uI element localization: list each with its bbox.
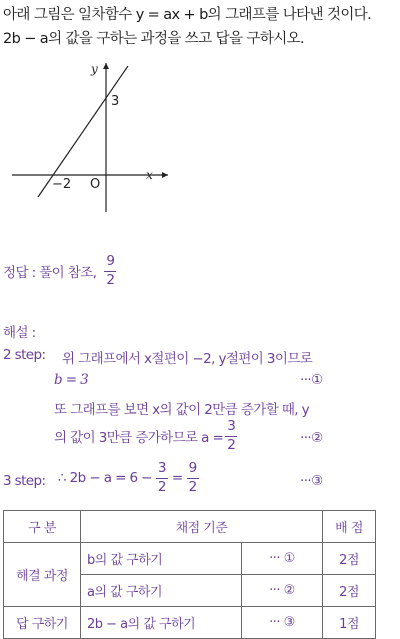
answer-fraction-numerator: 9 [104, 255, 116, 272]
scoring-rubric-table [3, 510, 376, 639]
step3-result-numerator: 9 [187, 462, 199, 479]
rubric-points: 2점 [323, 543, 376, 575]
table-row [4, 543, 376, 575]
a-fraction-denominator: 2 [227, 436, 236, 453]
answer-fraction-denominator: 2 [106, 271, 115, 288]
step2-b-value: b = 3 [54, 372, 89, 388]
rubric-points: 2점 [323, 575, 376, 607]
step2-label: 2 step: [3, 347, 46, 363]
rubric-section-answer: 답 구하기 [4, 607, 81, 639]
step3-result-denominator: 2 [188, 478, 197, 495]
marker-2: ···② [300, 430, 323, 446]
question-line-1: 아래 그림은 일차함수 y = ax + b의 그래프를 나타낸 것이다. [3, 7, 372, 23]
step2-line-3 [54, 420, 239, 452]
step3-fraction [156, 462, 168, 494]
answer-fraction [104, 255, 116, 287]
step3-expression-start: ∴ 2b − a = 6 − [58, 470, 152, 486]
x-intercept-label: −2 [52, 177, 72, 192]
step2-line-3-text: 의 값이 3만큼 증가하므로 a = [54, 430, 224, 446]
rubric-marker: ··· ② [242, 575, 323, 607]
y-axis-arrow-icon [103, 63, 109, 69]
rubric-points: 1점 [323, 607, 376, 639]
step3-label: 3 step: [3, 473, 46, 489]
y-axis-label: y [91, 62, 98, 76]
a-fraction [225, 420, 237, 452]
x-axis-label: x [146, 168, 153, 182]
step3-expression [58, 462, 201, 494]
x-axis-arrow-icon [162, 172, 168, 178]
rubric-header-criteria: 채점 기준 [81, 511, 323, 543]
linear-function-graph [0, 55, 180, 220]
rubric-criterion: a의 값 구하기 [81, 575, 242, 607]
table-row [4, 607, 376, 639]
rubric-criterion: b의 값 구하기 [81, 543, 242, 575]
step3-equals: = [171, 470, 183, 486]
step3-fraction-numerator: 3 [156, 462, 168, 479]
step3-fraction-denominator: 2 [157, 478, 166, 495]
origin-label: O [90, 177, 101, 192]
step2-line-1: 위 그래프에서 x절편이 −2, y절편이 3이므로 [62, 351, 313, 367]
rubric-header-points: 배 점 [323, 511, 376, 543]
rubric-marker: ··· ③ [242, 607, 323, 639]
rubric-criterion: 2b − a의 값 구하기 [81, 607, 242, 639]
marker-3: ···③ [300, 473, 323, 489]
solution-heading: 해설 : [3, 325, 36, 341]
answer-line [3, 255, 118, 287]
rubric-header-category: 구 분 [4, 511, 81, 543]
step3-result-fraction [187, 462, 199, 494]
a-fraction-numerator: 3 [225, 420, 237, 437]
question-line-2: 2b − a의 값을 구하는 과정을 쓰고 답을 구하시오. [3, 31, 305, 47]
rubric-marker: ··· ① [242, 543, 323, 575]
rubric-section-solve: 해결 과정 [4, 543, 81, 607]
y-intercept-label: 3 [111, 94, 120, 109]
answer-prefix: 정답 : 풀이 참조, [3, 265, 97, 281]
rubric-header-row [4, 511, 376, 543]
marker-1: ···① [300, 372, 323, 388]
step2-line-2: 또 그래프를 보면 x의 값이 2만큼 증가할 때, y [54, 402, 310, 418]
